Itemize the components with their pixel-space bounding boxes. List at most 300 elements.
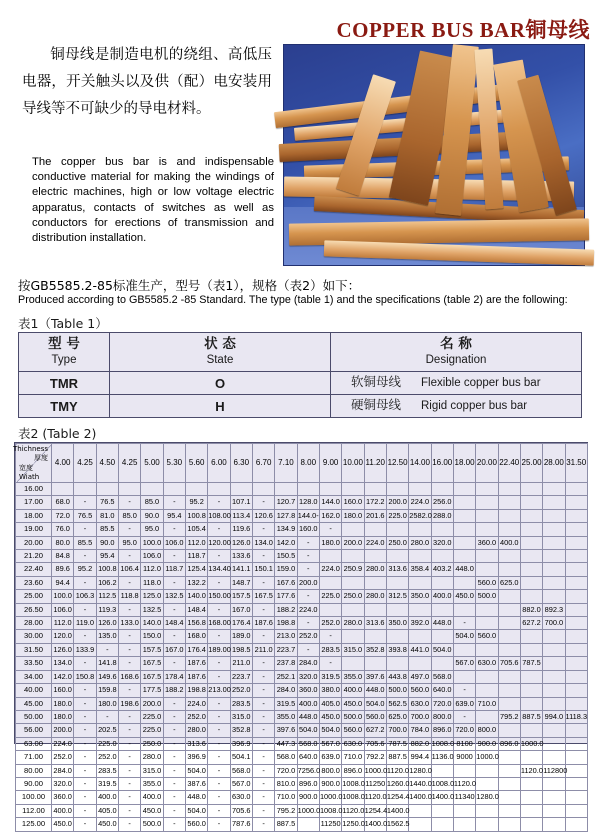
table1-cell-designation-cn: 软铜母线: [350, 374, 401, 389]
table2-cell: 250.9: [342, 563, 364, 576]
table2-row: [16, 818, 588, 831]
table2-cell: 94.4: [52, 576, 74, 589]
table2-cell: 167.6: [275, 576, 297, 589]
table2-cell: 180.0: [52, 697, 74, 710]
table2-cell: 126.0: [230, 536, 252, 549]
table2-cell: [74, 483, 96, 496]
table2-cell: [565, 576, 587, 589]
table2-cell: 126.0: [96, 617, 118, 630]
table2-cell: -: [96, 710, 118, 723]
table2-cell: [498, 804, 520, 817]
table2-cell: [386, 576, 408, 589]
table2-cell: -: [453, 684, 475, 697]
table2-cell: 504.0: [185, 764, 207, 777]
table2-cell: [520, 509, 542, 522]
table2-cell: -: [74, 724, 96, 737]
table1-cell-state: O: [110, 372, 331, 395]
table2-row-header: 80.00: [16, 764, 52, 777]
table2-cell: 224.0: [364, 536, 386, 549]
table2-cell: [498, 590, 520, 603]
table2-row: [16, 496, 588, 509]
table2-cell: 90.0: [96, 536, 118, 549]
table2-cell: 105.4: [185, 523, 207, 536]
table2-header-row: [16, 444, 588, 483]
table2-cell: -: [74, 684, 96, 697]
table2-cell: -: [163, 630, 185, 643]
table2-cell: [520, 751, 542, 764]
table2-cell: 994.4: [409, 751, 431, 764]
table2-cell: 397.6: [275, 724, 297, 737]
table2-cell: -: [74, 523, 96, 536]
table2-cell: -: [163, 710, 185, 723]
table2-cell: 562.5: [386, 697, 408, 710]
table2-row: [16, 724, 588, 737]
table2-cell: 224.0: [319, 563, 341, 576]
table2-cell: -: [252, 818, 274, 831]
table2-cell: 106.4: [118, 563, 140, 576]
table2-cell: 225.0: [319, 590, 341, 603]
table2-cell: -: [118, 751, 140, 764]
table2-row: [16, 777, 588, 790]
table2-row-header: 56.00: [16, 724, 52, 737]
table2-cell: 224.0: [297, 603, 319, 616]
table2-cell: [498, 550, 520, 563]
table2-cell: [431, 603, 453, 616]
table2-cell: -: [74, 697, 96, 710]
table2-cell: [476, 603, 498, 616]
table2-cell: 85.5: [74, 536, 96, 549]
table2-cell: 187.6: [185, 670, 207, 683]
table2-cell: 150.00: [208, 590, 230, 603]
table2-cell: 283.5: [230, 697, 252, 710]
table2-cell: 119.6: [230, 523, 252, 536]
table2-cell: -: [252, 804, 274, 817]
table2-cell: 211.0: [230, 657, 252, 670]
table2-cell: [453, 818, 475, 831]
table2-cell: -: [74, 804, 96, 817]
table2-cell: -: [74, 496, 96, 509]
table2-cell: 100.0: [52, 590, 74, 603]
table2-cell: 448.0: [185, 791, 207, 804]
table2-cell: 1254.4: [386, 791, 408, 804]
table2-cell: 504.0: [364, 697, 386, 710]
table2-col-header: 5.00: [141, 444, 163, 483]
table2-cell: 358.4: [409, 563, 431, 576]
table2-cell: [498, 670, 520, 683]
table2-cell: -: [252, 523, 274, 536]
table2-cell: -: [208, 523, 230, 536]
table2-cell: 106.2: [96, 576, 118, 589]
table2-cell: -: [163, 737, 185, 750]
table2-row-header: 30.00: [16, 630, 52, 643]
table2-cell: 320.0: [297, 670, 319, 683]
table2-cell: -: [252, 684, 274, 697]
table2-cell: 560.0: [476, 576, 498, 589]
table2-cell: [431, 804, 453, 817]
table2-cell: 450.0: [96, 818, 118, 831]
table2-row: [16, 550, 588, 563]
table2-cell: 787.5: [520, 657, 542, 670]
table2-cell: [520, 804, 542, 817]
table1-header-type-en: Type: [51, 354, 77, 366]
table2-cell: 387.6: [185, 777, 207, 790]
table2-cell: [342, 550, 364, 563]
table2-row: [16, 576, 588, 589]
table2-cell: [476, 617, 498, 630]
table2-cell: 710.0: [275, 791, 297, 804]
table2-cell: [498, 603, 520, 616]
table2-cell: 112.0: [185, 536, 207, 549]
table2-cell: -: [118, 684, 140, 697]
table2-row: [16, 764, 588, 777]
table2-cell: 112.0: [52, 617, 74, 630]
table2-row: [16, 670, 588, 683]
table2-cell: 167.5: [141, 657, 163, 670]
table2-cell: 887.5: [386, 751, 408, 764]
table2-cell: 224.0: [185, 697, 207, 710]
table2-cell: 198.5: [230, 643, 252, 656]
table2-cell: [409, 483, 431, 496]
table2-cell: 284.0: [52, 764, 74, 777]
table2-cell: 144.0: [319, 496, 341, 509]
table2-cell: 640.0: [431, 684, 453, 697]
table2-cell: -: [163, 697, 185, 710]
table2-cell: 1120.0: [386, 764, 408, 777]
table2-cell: 149.6: [96, 670, 118, 683]
table2-cell: 107.1: [230, 496, 252, 509]
table2-cell: [520, 523, 542, 536]
table1-cell-designation-en: Flexible copper bus bar: [421, 377, 541, 389]
table2-row-header: 71.00: [16, 751, 52, 764]
table2-cell: 567.0: [319, 737, 341, 750]
table2-cell: -: [297, 536, 319, 549]
table2-cell: 313.6: [364, 617, 386, 630]
table2-row-header: 31.50: [16, 643, 52, 656]
table2-cell: -: [319, 630, 341, 643]
table2-cell: -: [118, 603, 140, 616]
table2-cell: -: [208, 737, 230, 750]
table2-cell: 319.5: [96, 777, 118, 790]
table2-row: [16, 710, 588, 723]
table2-cell: 211.0: [252, 643, 274, 656]
table2-cell: 280.0: [364, 590, 386, 603]
table2-cell: 630.0: [476, 657, 498, 670]
table2-cell: [543, 630, 565, 643]
table2-cell: 84.8: [52, 550, 74, 563]
table2-cell: 896.0: [498, 737, 520, 750]
table2-cell: 106.3: [74, 590, 96, 603]
table2-row: [16, 791, 588, 804]
table2-cell: 112.0: [141, 563, 163, 576]
table2-cell: 625.0: [386, 710, 408, 723]
table2-cell: 162.0: [319, 509, 341, 522]
table2-cell: 500.0: [342, 710, 364, 723]
table2-cell: -: [252, 603, 274, 616]
table2-cell: -: [252, 710, 274, 723]
table2-cell: [520, 724, 542, 737]
table2-col-header: 11.20: [364, 444, 386, 483]
table2-cell: [319, 550, 341, 563]
table2-cell: [342, 483, 364, 496]
table2-cell: 448.0: [364, 684, 386, 697]
table2-cell: [565, 590, 587, 603]
table2-cell: 172.2: [364, 496, 386, 509]
table2-cell: 250.0: [342, 590, 364, 603]
table2-cell: 443.8: [386, 670, 408, 683]
table2-cell: 198.8: [275, 617, 297, 630]
table2-cell: 792.2: [364, 751, 386, 764]
table2-cell: 284.0: [297, 657, 319, 670]
table2-cell: 900.0: [476, 737, 498, 750]
table2-cell: 800.0: [319, 764, 341, 777]
table2-cell: [520, 563, 542, 576]
table2-cell: [431, 630, 453, 643]
table2-cell: [476, 818, 498, 831]
table2-cell: [297, 483, 319, 496]
table2-row-header: 100.00: [16, 791, 52, 804]
table2-cell: [409, 657, 431, 670]
table2-cell: 140.0: [185, 590, 207, 603]
table2-cell: 9000: [453, 751, 475, 764]
table2-cell: [565, 509, 587, 522]
table2-row: [16, 751, 588, 764]
table2-cell: 176.4: [230, 617, 252, 630]
table2-cell: [297, 818, 319, 831]
table2-cell: 118.7: [185, 550, 207, 563]
table2-cell: [520, 536, 542, 549]
table2-cell: [230, 483, 252, 496]
table2-cell: 1118.3: [565, 710, 587, 723]
table2-cell: 125.0: [141, 590, 163, 603]
table2-cell: 355.0: [342, 670, 364, 683]
table2-cell: 80.0: [52, 536, 74, 549]
table2-cell: 112800: [543, 764, 565, 777]
table2-cell: 450.0: [342, 697, 364, 710]
table2-cell: [543, 523, 565, 536]
table2-cell: [342, 523, 364, 536]
table2-cell: [476, 643, 498, 656]
table2-cell: 157.5: [141, 643, 163, 656]
table2-cell: [431, 657, 453, 670]
table2-cell: 95.0: [118, 536, 140, 549]
table2-cell: 167.0: [230, 603, 252, 616]
table2-cell: 1136.0: [431, 751, 453, 764]
table2-row: [16, 603, 588, 616]
table2-cell: 178.4: [163, 670, 185, 683]
table2-cell: -: [208, 818, 230, 831]
table2-cell: [386, 523, 408, 536]
standard-note-english: Produced according to GB5585.2 -85 Standard. The type (table 1) and the specifications (table 2) are the following:: [18, 294, 568, 306]
table2-cell: 224.0: [409, 496, 431, 509]
table2-cell: 120.00: [208, 536, 230, 549]
table2-cell: 400.0: [498, 536, 520, 549]
table2-cell: [543, 777, 565, 790]
table2-cell: -: [163, 764, 185, 777]
table2-cell: -: [163, 603, 185, 616]
table2-cell: [543, 563, 565, 576]
table2-cell: [476, 563, 498, 576]
table2-cell: [543, 483, 565, 496]
table2-cell: [565, 670, 587, 683]
table2-cell: [520, 496, 542, 509]
table2-cell: -: [163, 791, 185, 804]
table2-cell: [498, 509, 520, 522]
table2-cell: 126.0: [52, 643, 74, 656]
table2-cell: 11250: [364, 777, 386, 790]
table2-cell: [565, 724, 587, 737]
table1-cell-designation: [331, 395, 582, 418]
table2-cell: 710.0: [476, 697, 498, 710]
table2-row: [16, 804, 588, 817]
table2-cell: 280.0: [141, 751, 163, 764]
table2-cell: [498, 563, 520, 576]
table2-cell: 252.0: [297, 630, 319, 643]
table2-cell: 1008.0: [431, 737, 453, 750]
table2-cell: 200.0: [342, 536, 364, 549]
table2-col-header: 31.50: [565, 444, 587, 483]
table2-row-header: 20.00: [16, 536, 52, 549]
table2-cell: [431, 550, 453, 563]
table2-cell: 313.6: [386, 563, 408, 576]
table2-col-header: 6.70: [252, 444, 274, 483]
table2-cell: 352.8: [364, 643, 386, 656]
table2-cell: 400.0: [431, 590, 453, 603]
table2-cell: -: [208, 496, 230, 509]
table2-cell: 892.3: [543, 603, 565, 616]
table2-row: [16, 697, 588, 710]
table2-col-header: 4.00: [52, 444, 74, 483]
table2-cell: 2582.0: [409, 509, 431, 522]
table2-cell: [275, 483, 297, 496]
table2-cell: 627.2: [520, 617, 542, 630]
table2-cell: -: [252, 791, 274, 804]
table2: [15, 443, 588, 832]
table2-cell: 504.0: [453, 630, 475, 643]
table2-cell: -: [208, 576, 230, 589]
table2-cell: [565, 550, 587, 563]
table2-cell: 720.0: [431, 697, 453, 710]
table2-cell: 784.0: [409, 724, 431, 737]
table2-cell: [520, 684, 542, 697]
table2-cell: 142.0: [275, 536, 297, 549]
table2-cell: [141, 483, 163, 496]
table2-cell: 567.0: [453, 657, 475, 670]
table2-cell: [431, 764, 453, 777]
table2-cell: [543, 536, 565, 549]
table2-cell: [364, 483, 386, 496]
table2-cell: [498, 643, 520, 656]
table2-cell: [453, 804, 475, 817]
table2-cell: 448.0: [453, 563, 475, 576]
table2-cell: 213.0: [275, 630, 297, 643]
table2-row-header: 112.00: [16, 804, 52, 817]
table2-cell: 95.2: [185, 496, 207, 509]
table2-cell: 315.0: [141, 764, 163, 777]
table2-cell: 142.0: [52, 670, 74, 683]
table2-cell: 560.0: [476, 630, 498, 643]
table2-cell: -: [118, 777, 140, 790]
table2-cell: 95.4: [96, 550, 118, 563]
table2-cell: 360.0: [476, 536, 498, 549]
table2-cell: -: [118, 657, 140, 670]
table2-cell: -: [208, 804, 230, 817]
table2-cell: 405.0: [96, 804, 118, 817]
table2-cell: 283.5: [96, 764, 118, 777]
table2-cell: 700.0: [386, 724, 408, 737]
table1-caption: 表1（Table 1）: [18, 316, 108, 331]
table2-cell: 283.5: [319, 643, 341, 656]
table2-cell: -: [297, 590, 319, 603]
table2-cell: 568.0: [431, 670, 453, 683]
table2-cell: 160.0: [52, 684, 74, 697]
table2-cell: 250.0: [386, 536, 408, 549]
table2-cell: [319, 603, 341, 616]
table2-cell: [498, 751, 520, 764]
table2-cell: 252.0: [96, 751, 118, 764]
table2-cell: 625.0: [498, 576, 520, 589]
table2-cell: [409, 603, 431, 616]
table2-cell: [520, 697, 542, 710]
table2-cell: [520, 777, 542, 790]
table1-row: [19, 395, 582, 418]
table2-cell: 148.7: [230, 576, 252, 589]
table2-cell: [498, 523, 520, 536]
table2-row-header: 23.60: [16, 576, 52, 589]
table2-cell: 106.0: [52, 603, 74, 616]
table2-cell: -: [74, 791, 96, 804]
table1-cell-type: TMR: [19, 372, 110, 395]
table2-cell: [565, 697, 587, 710]
table2-caption: 表2 (Table 2): [18, 426, 97, 441]
table1-cell-type: TMY: [19, 395, 110, 418]
table2-row-header: 33.50: [16, 657, 52, 670]
table2-cell: [476, 684, 498, 697]
table2-row-header: 125.00: [16, 818, 52, 831]
table1-header-type: [19, 333, 110, 372]
table2-cell: [520, 576, 542, 589]
table2-cell: 127.8: [275, 509, 297, 522]
table2-cell: 500.0: [386, 684, 408, 697]
table1-header-designation-en: Designation: [425, 354, 487, 366]
table2-cell: 118.8: [118, 590, 140, 603]
table2-cell: [431, 576, 453, 589]
table2-cell: [543, 590, 565, 603]
intro-english: The copper bus bar is and indispensable conductive material for making the windings of electric machines, high or low voltage electric apparatus, contacts of switches as well as conductors for erections of transmission and distribution installation.: [32, 156, 274, 245]
table2-cell: -: [252, 751, 274, 764]
table2-row-header: 34.00: [16, 670, 52, 683]
table2-cell: -: [118, 630, 140, 643]
table2-cell: 201.6: [364, 509, 386, 522]
table2-cell: -: [208, 630, 230, 643]
table1-header-designation-cn: 名 称: [440, 336, 472, 352]
table2-cell: 405.0: [319, 697, 341, 710]
table2-cell: 167.5: [252, 590, 274, 603]
table2-cell: 896.0: [342, 764, 364, 777]
table2-cell: 72.0: [52, 509, 74, 522]
table2-cell: -: [208, 697, 230, 710]
table2-cell: 312.5: [386, 590, 408, 603]
table2-cell: 225.0: [141, 710, 163, 723]
table1-header-row: [19, 333, 582, 372]
table2-cell: [565, 751, 587, 764]
table2-cell: [52, 483, 74, 496]
table1-header-state: [110, 333, 331, 372]
table2-cell: 400.0: [96, 791, 118, 804]
table2-cell: -: [208, 710, 230, 723]
table2-row: [16, 483, 588, 496]
table2-cell: [453, 670, 475, 683]
table2-cell: [409, 523, 431, 536]
